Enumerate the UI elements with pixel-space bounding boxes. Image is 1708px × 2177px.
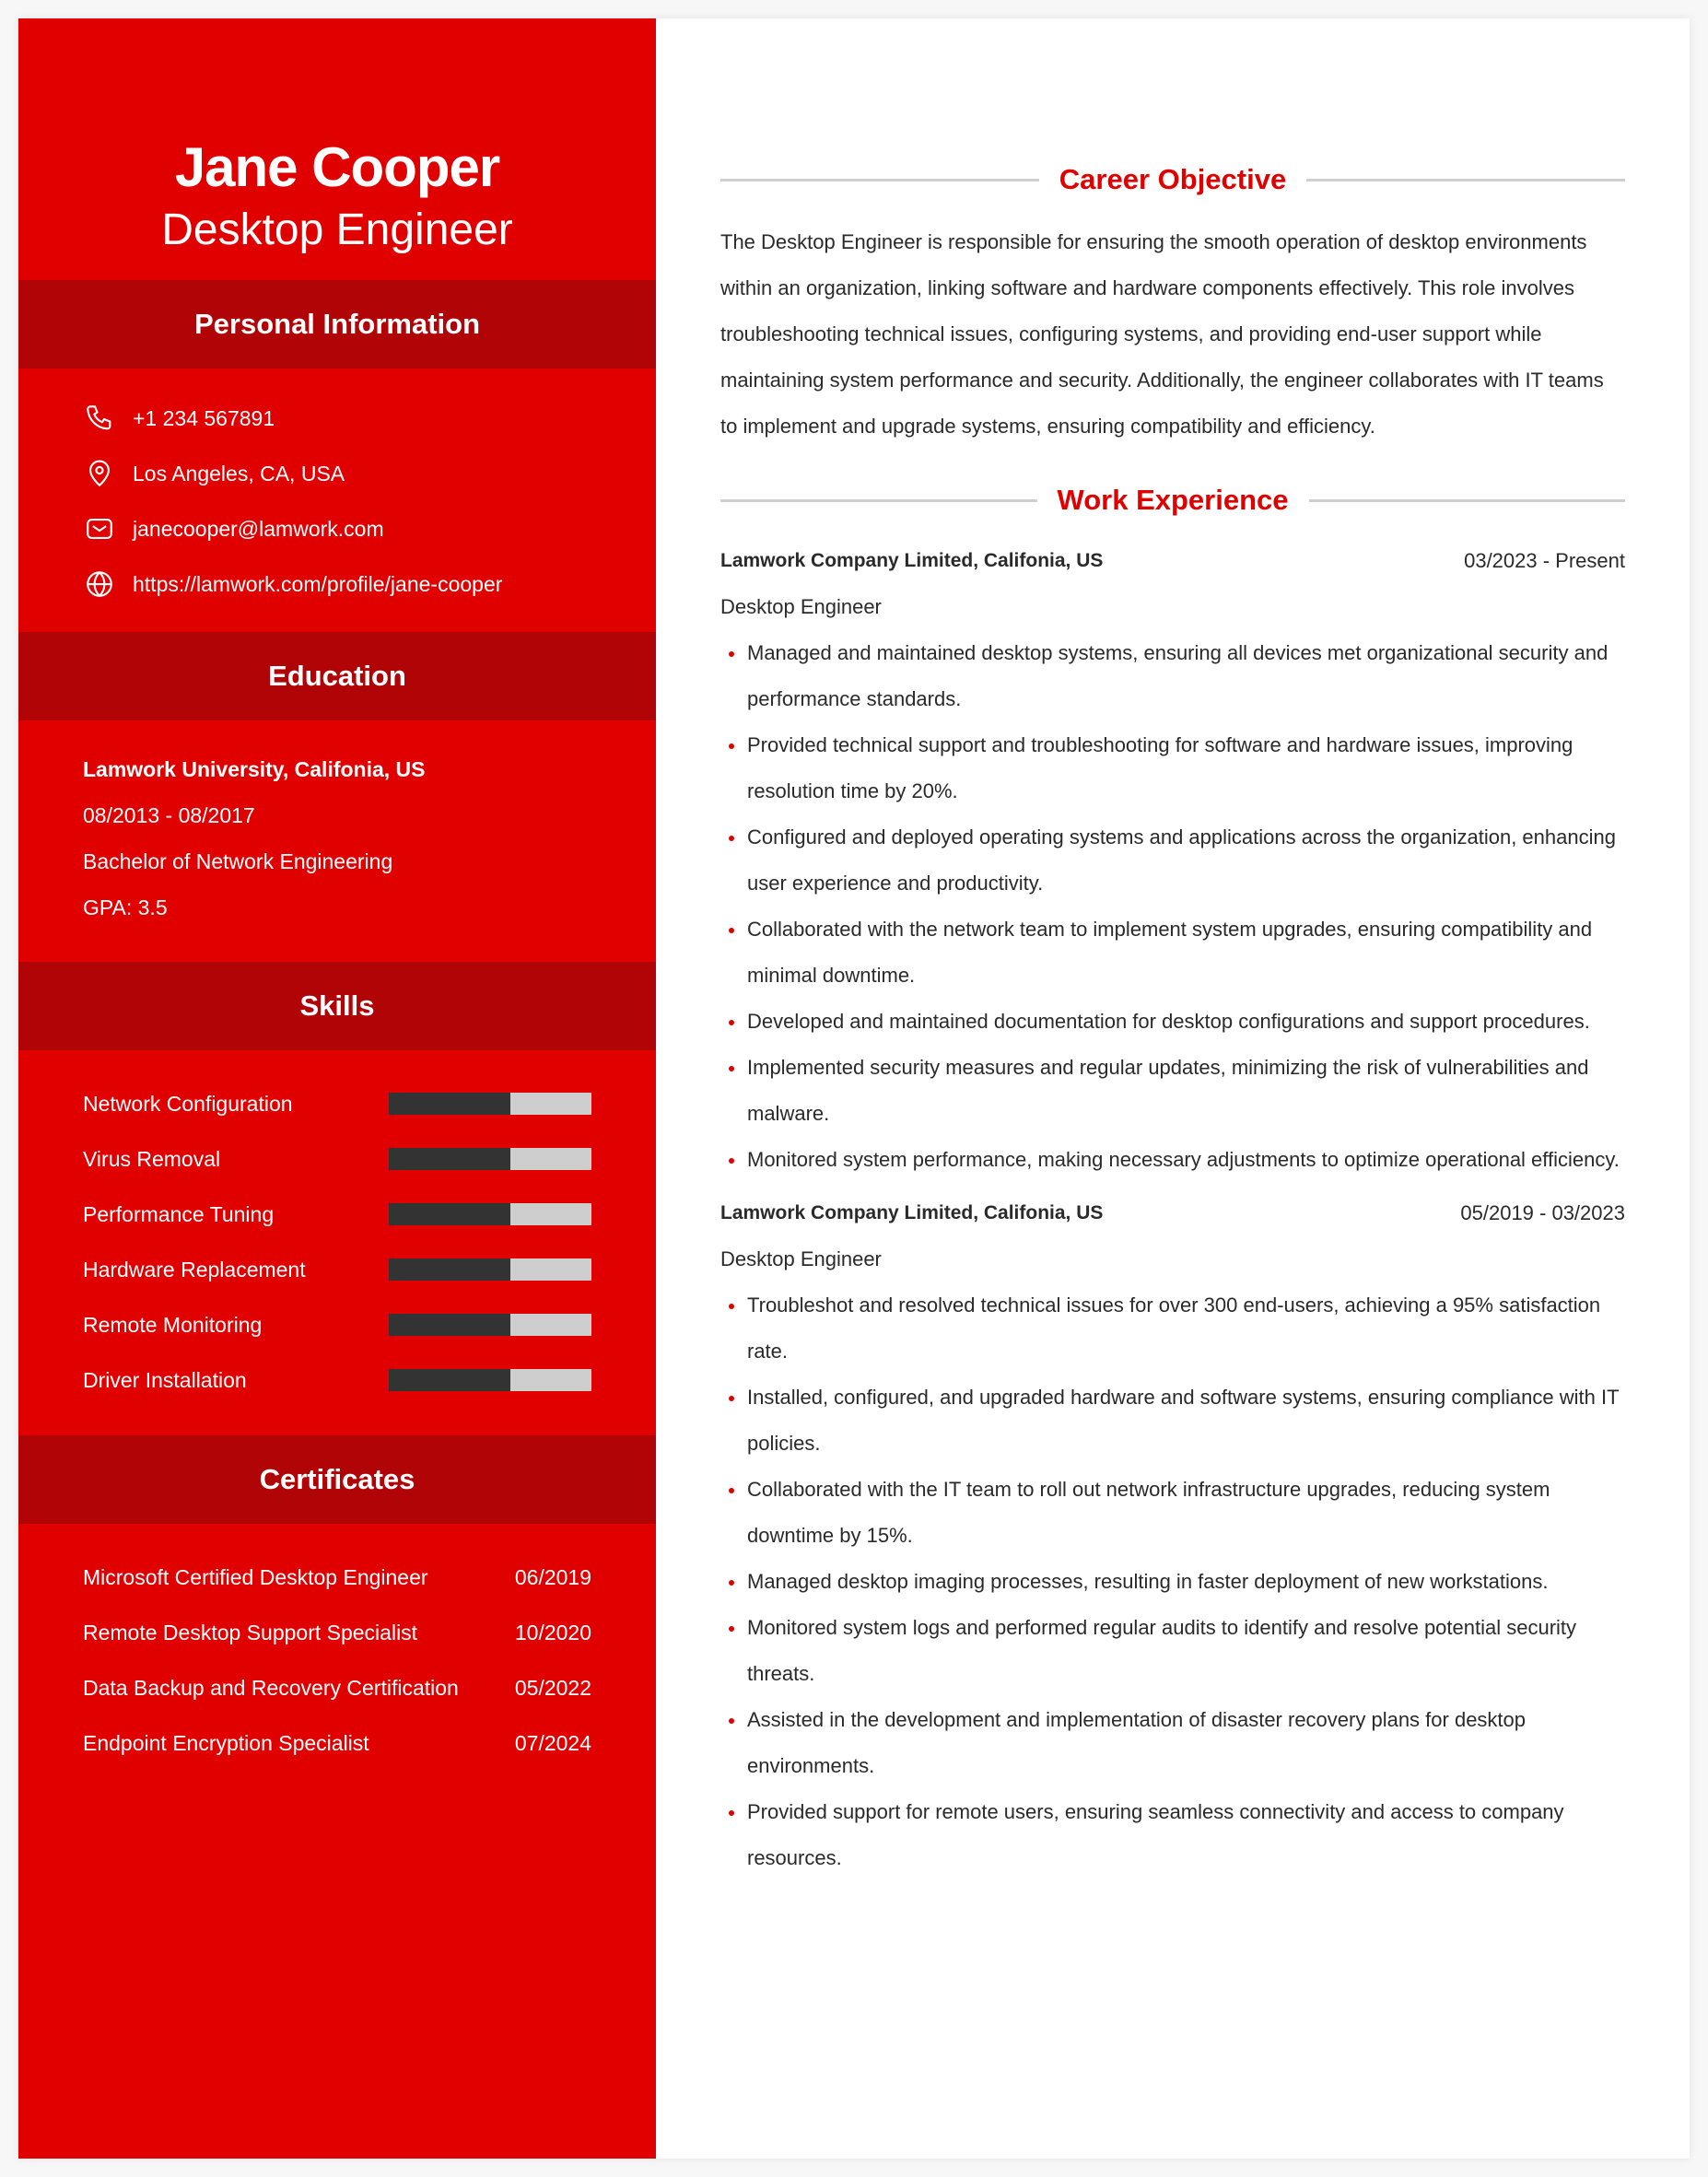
divider-line bbox=[1309, 499, 1626, 502]
job-role: Desktop Engineer bbox=[720, 1247, 882, 1270]
skill-name: Driver Installation bbox=[83, 1367, 247, 1392]
skill-level-fill bbox=[389, 1369, 510, 1391]
education-heading: Education bbox=[18, 632, 656, 720]
career-objective-text: The Desktop Engineer is responsible for ensuring the smooth operation of desktop environments within an organization, linking software and hardware components effectively. This role involves troubleshooting technical issues, configuring systems, and providing end-user support while maintaining system performance and security. Additionally, the engineer collaborates with IT teams to implement and upgrade systems, ensuring compatibility and efficiency. bbox=[720, 230, 1604, 438]
divider-line bbox=[1306, 179, 1625, 181]
candidate-name: Jane Cooper bbox=[174, 136, 500, 198]
job-bullet: Configured and deployed operating systems and applications across the organization, enhancing user experience and productivity. bbox=[720, 814, 1625, 907]
phone-icon bbox=[83, 402, 116, 435]
job-entry bbox=[720, 538, 1625, 1183]
mail-icon bbox=[83, 512, 116, 545]
job-bullet: Troubleshot and resolved technical issues for over 300 end-users, achieving a 95% satisfaction rate. bbox=[720, 1282, 1625, 1375]
job-bullet: Managed and maintained desktop systems, ensuring all devices met organizational security and performance standards. bbox=[720, 630, 1625, 722]
skill-item bbox=[83, 1187, 591, 1242]
job-dates: 05/2019 - 03/2023 bbox=[1460, 1201, 1625, 1224]
skills-heading: Skills bbox=[18, 962, 656, 1050]
skill-name: Hardware Replacement bbox=[83, 1257, 306, 1282]
contact-email bbox=[83, 501, 591, 556]
work-experience-heading: Work Experience bbox=[1057, 484, 1289, 516]
skill-level-fill bbox=[389, 1203, 510, 1225]
contact-location bbox=[83, 446, 591, 501]
email-text: janecooper@lamwork.com bbox=[133, 516, 384, 541]
certificates-list bbox=[18, 1524, 656, 1797]
main-content bbox=[656, 18, 1690, 2159]
certificate-item bbox=[83, 1605, 591, 1660]
skill-level-bar bbox=[389, 1203, 591, 1225]
skill-item bbox=[83, 1242, 591, 1297]
job-role: Desktop Engineer bbox=[720, 595, 882, 618]
job-header bbox=[720, 1190, 1625, 1236]
certificate-name: Microsoft Certified Desktop Engineer bbox=[83, 1564, 428, 1589]
skill-level-fill bbox=[389, 1148, 510, 1170]
skill-level-bar bbox=[389, 1093, 591, 1115]
divider-line bbox=[720, 499, 1037, 502]
career-objective-header bbox=[720, 157, 1625, 203]
skill-name: Virus Removal bbox=[83, 1146, 221, 1171]
skill-item bbox=[83, 1297, 591, 1352]
identity-block bbox=[18, 18, 656, 260]
certificate-name: Endpoint Encryption Specialist bbox=[83, 1730, 369, 1755]
job-company: Lamwork Company Limited, Califonia, US bbox=[720, 550, 1104, 571]
job-entry bbox=[720, 1190, 1625, 1881]
certificate-name: Remote Desktop Support Specialist bbox=[83, 1620, 418, 1644]
sidebar bbox=[18, 18, 656, 2159]
skill-name: Network Configuration bbox=[83, 1091, 293, 1116]
skills-list bbox=[18, 1050, 656, 1435]
education-school: Lamwork University, Califonia, US bbox=[83, 757, 426, 781]
location-pin-icon bbox=[83, 457, 116, 490]
job-bullet: Monitored system performance, making necessary adjustments to optimize operational efficiency. bbox=[720, 1137, 1625, 1183]
job-bullet: Installed, configured, and upgraded hardware and software systems, ensuring compliance with IT policies. bbox=[720, 1375, 1625, 1467]
skill-level-bar bbox=[389, 1314, 591, 1336]
certificate-date: 06/2019 bbox=[514, 1564, 591, 1589]
skill-level-bar bbox=[389, 1258, 591, 1281]
skill-item bbox=[83, 1076, 591, 1131]
certificate-item bbox=[83, 1660, 591, 1715]
work-experience-header bbox=[720, 477, 1625, 523]
candidate-title: Desktop Engineer bbox=[161, 205, 513, 254]
job-bullet: Developed and maintained documentation for desktop configurations and support procedures. bbox=[720, 999, 1625, 1045]
job-header bbox=[720, 538, 1625, 584]
career-objective-heading: Career Objective bbox=[1059, 163, 1287, 195]
job-bullets bbox=[720, 1282, 1625, 1881]
skill-item bbox=[83, 1352, 591, 1408]
skill-level-fill bbox=[389, 1258, 510, 1281]
phone-text: +1 234 567891 bbox=[133, 405, 275, 430]
skill-level-fill bbox=[389, 1314, 510, 1336]
job-bullet: Assisted in the development and implementation of disaster recovery plans for desktop environments. bbox=[720, 1697, 1625, 1789]
education-dates: 08/2013 - 08/2017 bbox=[83, 803, 255, 827]
job-dates: 03/2023 - Present bbox=[1464, 549, 1625, 572]
job-bullet: Monitored system logs and performed regular audits to identify and resolve potential security threats. bbox=[720, 1605, 1625, 1697]
job-bullet: Provided support for remote users, ensuring seamless connectivity and access to company resources. bbox=[720, 1789, 1625, 1881]
certificate-name: Data Backup and Recovery Certification bbox=[83, 1675, 459, 1700]
resume-page bbox=[18, 18, 1690, 2159]
certificate-date: 05/2022 bbox=[514, 1675, 591, 1700]
job-bullets bbox=[720, 630, 1625, 1183]
education-degree: Bachelor of Network Engineering bbox=[83, 849, 393, 873]
job-bullet: Implemented security measures and regular updates, minimizing the risk of vulnerabilities and malware. bbox=[720, 1045, 1625, 1137]
skill-name: Remote Monitoring bbox=[83, 1312, 263, 1337]
divider-line bbox=[720, 179, 1039, 181]
skill-name: Performance Tuning bbox=[83, 1201, 275, 1226]
certificate-item bbox=[83, 1550, 591, 1605]
certificates-heading: Certificates bbox=[18, 1435, 656, 1524]
job-bullet: Provided technical support and troubleshooting for software and hardware issues, improving resolution time by 20%. bbox=[720, 722, 1625, 814]
location-text: Los Angeles, CA, USA bbox=[133, 461, 345, 486]
skill-item bbox=[83, 1131, 591, 1187]
job-company: Lamwork Company Limited, Califonia, US bbox=[720, 1202, 1104, 1223]
job-bullet: Collaborated with the IT team to roll out network infrastructure upgrades, reducing system downtime by 15%. bbox=[720, 1467, 1625, 1559]
certificate-date: 07/2024 bbox=[514, 1730, 591, 1755]
education-block bbox=[18, 720, 656, 962]
skill-level-fill bbox=[389, 1093, 510, 1115]
certificate-item bbox=[83, 1715, 591, 1771]
job-bullet: Managed desktop imaging processes, resulting in faster deployment of new workstations. bbox=[720, 1559, 1625, 1605]
website-link[interactable]: https://lamwork.com/profile/jane-cooper bbox=[133, 571, 503, 596]
education-gpa: GPA: 3.5 bbox=[83, 895, 168, 919]
contact-phone bbox=[83, 391, 591, 446]
globe-icon bbox=[83, 568, 116, 601]
certificate-date: 10/2020 bbox=[514, 1620, 591, 1644]
skill-level-bar bbox=[389, 1369, 591, 1391]
contact-website bbox=[83, 556, 591, 612]
skill-level-bar bbox=[389, 1148, 591, 1170]
contact-list bbox=[18, 369, 656, 632]
personal-info-heading: Personal Information bbox=[18, 280, 656, 369]
job-bullet: Collaborated with the network team to implement system upgrades, ensuring compatibility and minimal downtime. bbox=[720, 907, 1625, 999]
